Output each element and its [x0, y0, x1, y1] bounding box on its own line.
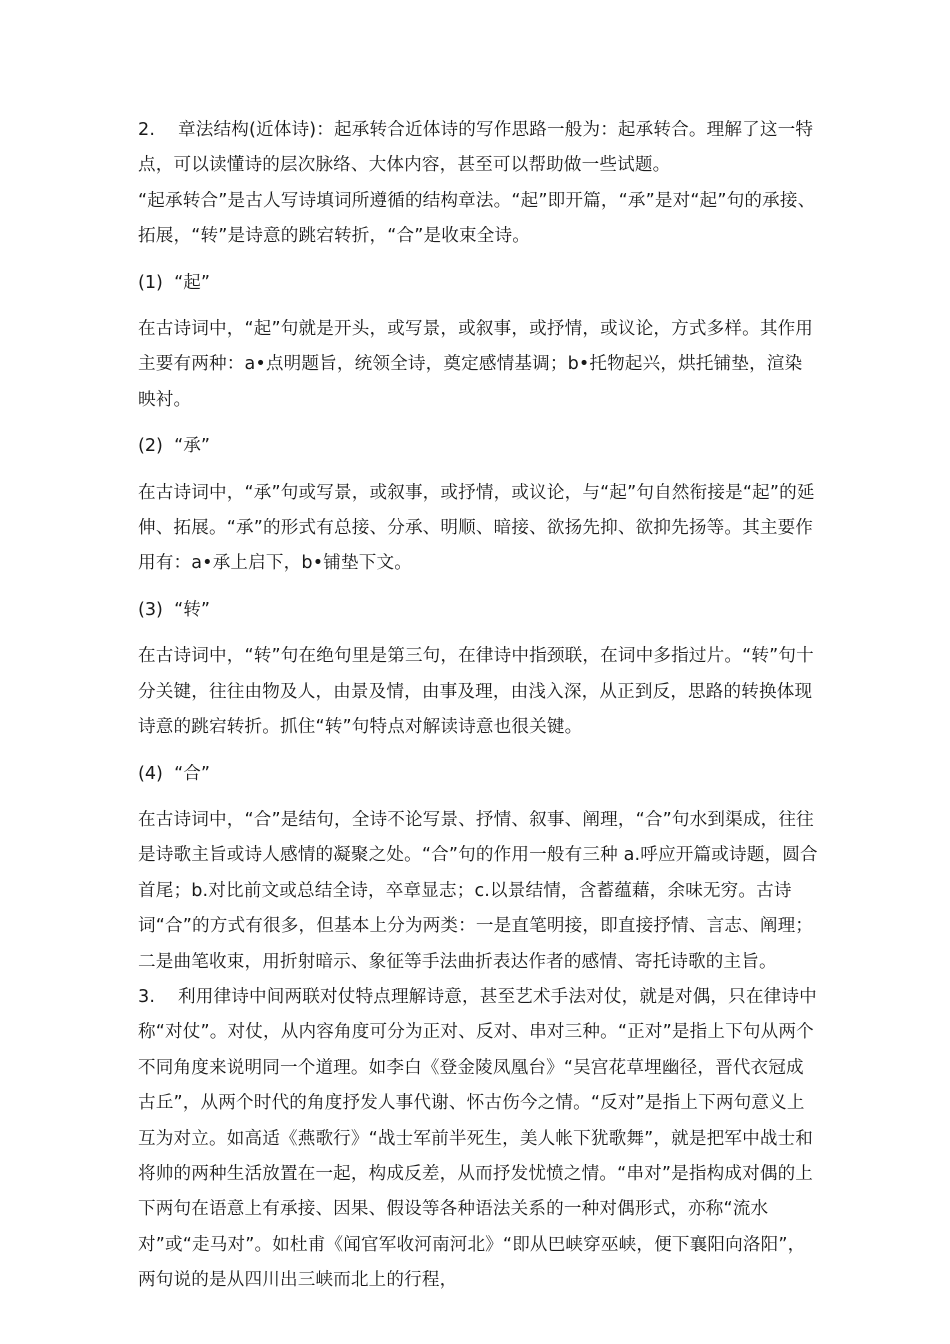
paragraph-structure-intro: 2. 章法结构(近体诗)：起承转合近体诗的写作思路一般为：起承转合。理解了这一特点，可以读懂诗的层次脉络、大体内容，甚至可以帮助做一些试题。 — [138, 120, 814, 176]
paragraph-qichengzhuanhe-definition: “起承转合”是古人写诗填词所遵循的结构章法。“起”即开篇，“承”是对“起”句的承接、拓展，“转”是诗意的跳宕转折，“合”是收束全诗。 — [138, 190, 816, 247]
paragraph-qi: 在古诗词中，“起”句就是开头，或写景，或叙事，或抒情，或议论，方式多样。其作用主要有两种：a•点明题旨，统领全诗，奠定感情基调；b•托物起兴，烘托铺垫，渲染映衬。 — [138, 319, 814, 410]
paragraph-duizhang: 3. 利用律诗中间两联对仗特点理解诗意，甚至艺术手法对仗，就是对偶，只在律诗中称“对仗”。对仗，从内容角度可分为正对、反对、串对三种。“正对”是指上下句从两个不同角度来说明同一个道理。如李白《登金陵凤凰台》“吴宫花草埋幽径，晋代衣冠成古丘”，从两个时代的角度抒发人事代谢、怀古伤今之情。“反对”是指上下两句意义上互为对立。如高适《燕歌行》“战士军前半死生，美人帐下犹歌舞”，就是把军中战士和将帅的两种生活放置在一起，构成反差，从而抒发忧愤之情。“串对”是指构成对偶的上下两句在语意上有承接、因果、假设等各种语法关系的一种对偶形式，亦称“流水对”或“走马对”。如杜甫《闻官军收河南河北》“即从巴峡穿巫峡，便下襄阳向洛阳”，两句说的是从四川出三峡而北上的行程， — [138, 986, 817, 1291]
paragraph-cheng: 在古诗词中，“承”句或写景，或叙事，或抒情，或议论，与“起”句自然衔接是“起”的延伸、拓展。“承”的形式有总接、分承、明顺、暗接、欲扬先抑、欲抑先扬等。其主要作用有：a•承上启下，b•铺垫下文。 — [138, 482, 815, 574]
paragraph-zhuan: 在古诗词中，“转”句在绝句里是第三句，在律诗中指颈联，在词中多指过片。“转”句十分关键，往往由物及人，由景及情，由事及理，由浅入深，从正到反，思路的转换体现诗意的跳宕转折。抓住“转”句特点对解读诗意也很关键。 — [138, 646, 814, 738]
document-body — [138, 113, 820, 1299]
heading-zhuan: (3) “转” — [138, 599, 210, 620]
heading-qi: (1) “起” — [138, 272, 210, 293]
heading-he: (4) “合” — [138, 763, 210, 784]
heading-cheng: (2) “承” — [138, 436, 210, 457]
paragraph-he: 在古诗词中，“合”是结句，全诗不论写景、抒情、叙事、阐理，“合”句水到渠成，往往是诗歌主旨或诗人感情的凝聚之处。“合”句的作用一般有三种 a.呼应开篇或诗题，圆合首尾；b.对比前文或总结全诗，卒章显志；c.以景结情，含蓄蕴藉，余味无穷。古诗词“合”的方式有很多，但基本上分为两类：一是直笔明接，即直接抒情、言志、阐理；二是曲笔收束，用折射暗示、象征等手法曲折表达作者的感情、寄托诗歌的主旨。 — [138, 809, 818, 972]
